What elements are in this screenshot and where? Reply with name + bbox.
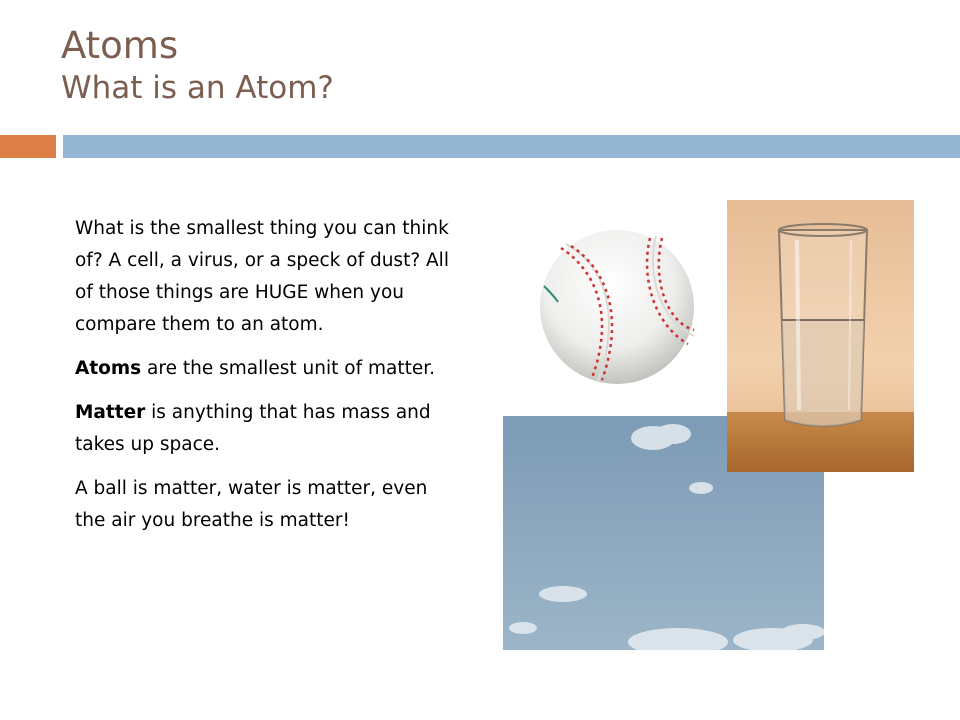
water-glass-image — [727, 200, 914, 472]
paragraph-atoms — [75, 353, 460, 385]
paragraph-matter — [75, 397, 460, 461]
accent-bar-blue — [63, 135, 960, 158]
baseball-image — [536, 226, 698, 388]
body-text — [75, 213, 460, 549]
slide-subtitle: What is an Atom? — [61, 69, 334, 106]
term-atoms: Atoms — [75, 358, 142, 379]
slide-title-block — [61, 26, 334, 105]
accent-bar-orange — [0, 135, 56, 158]
slide-title: Atoms — [61, 24, 179, 67]
paragraph-examples: A ball is matter, water is matter, even the air you breathe is matter! — [75, 478, 428, 531]
definition-matter: is anything that has mass and takes up space. — [75, 402, 431, 455]
definition-atoms: are the smallest unit of matter. — [141, 358, 435, 379]
paragraph-smallest-thing: What is the smallest thing you can think of? A cell, a virus, or a speck of dust? All of those things are HUGE when you compare them to an atom. — [75, 218, 449, 335]
term-matter: Matter — [75, 402, 146, 423]
